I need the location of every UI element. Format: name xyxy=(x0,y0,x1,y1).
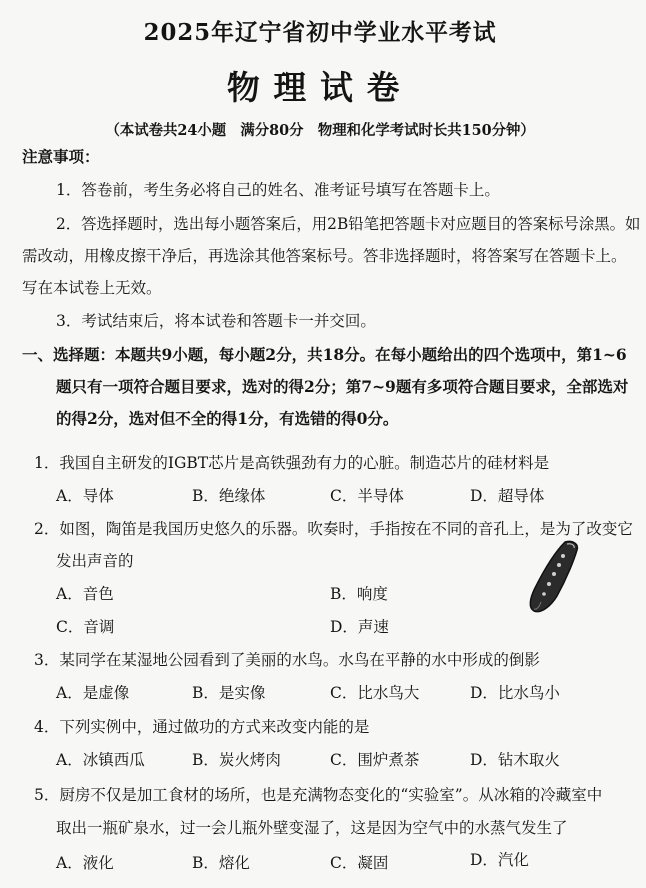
ocarina-illustration xyxy=(527,538,587,618)
exam-title: 2025年辽宁省初中学业水平考试 xyxy=(143,19,497,46)
option-d: D．钻木取火 xyxy=(470,751,560,769)
notes-heading: 注意事项： xyxy=(22,147,100,166)
option-c: C．音调 xyxy=(56,618,115,636)
section-instruction-line: 题只有一项符合题目要求，选对的得2分；第7~9题有多项符合题目要求，全部选对 xyxy=(56,377,629,396)
question-stem: 5．厨房不仅是加工食材的场所，也是充满物态变化的“实验室”。从冰箱的冷藏室中 xyxy=(34,786,603,804)
option-d: D．比水鸟小 xyxy=(470,684,560,702)
option-b: B．是实像 xyxy=(192,684,266,702)
subject-title: 物理试卷 xyxy=(226,68,414,107)
option-c: C．比水鸟大 xyxy=(330,684,420,702)
notes-item: 1．答卷前，考生务必将自己的姓名、准考证号填写在答题卡上。 xyxy=(56,181,500,199)
section-instruction-line: 的得2分，选对但不全的得1分，有选错的得0分。 xyxy=(56,409,399,428)
option-b: B．响度 xyxy=(330,585,388,603)
option-c: C．围炉煮茶 xyxy=(330,751,420,769)
question-stem: 1．我国自主研发的IGBT芯片是高铁强劲有力的心脏。制造芯片的硅材料是 xyxy=(34,454,550,472)
notes-item: 需改动，用橡皮擦干净后，再选涂其他答案标号。答非选择题时，将答案写在答题卡上。 xyxy=(22,247,627,265)
question-stem: 3．某同学在某湿地公园看到了美丽的水鸟。水鸟在平静的水中形成的倒影 xyxy=(34,651,540,669)
option-d: D．超导体 xyxy=(470,487,545,505)
option-d: D．汽化 xyxy=(470,851,529,869)
notes-item: 写在本试卷上无效。 xyxy=(22,279,162,297)
option-b: B．炭火烤肉 xyxy=(192,751,281,769)
option-c: C．凝固 xyxy=(330,854,389,872)
question-stem: 2．如图，陶笛是我国历史悠久的乐器。吹奏时，手指按在不同的音孔上，是为了改变它 xyxy=(34,520,633,538)
question-stem: 4．下列实例中，通过做功的方式来改变内能的是 xyxy=(34,718,370,736)
option-a: A．是虚像 xyxy=(56,684,130,702)
option-a: A．音色 xyxy=(56,585,114,603)
option-a: A．冰镇西瓜 xyxy=(56,751,145,769)
option-b: B．绝缘体 xyxy=(192,487,266,505)
option-a: A．液化 xyxy=(56,854,114,872)
option-a: A．导体 xyxy=(56,487,114,505)
exam-info: （本试卷共24小题 满分80分 物理和化学考试时长共150分钟） xyxy=(105,122,535,139)
question-stem: 发出声音的 xyxy=(56,552,134,570)
option-d: D．声速 xyxy=(330,618,389,636)
notes-item: 2．答选择题时，选出每小题答案后，用2B铅笔把答题卡对应题目的答案标号涂黑。如 xyxy=(56,215,641,233)
section-instruction-line: 一、选择题：本题共9小题，每小题2分，共18分。在每小题给出的四个选项中，第1~6 xyxy=(22,345,627,364)
question-stem: 取出一瓶矿泉水，过一会儿瓶外壁变湿了，这是因为空气中的水蒸气发生了 xyxy=(56,819,568,837)
option-b: B．熔化 xyxy=(192,854,250,872)
notes-item: 3．考试结束后，将本试卷和答题卡一并交回。 xyxy=(56,312,376,330)
option-c: C．半导体 xyxy=(330,487,404,505)
